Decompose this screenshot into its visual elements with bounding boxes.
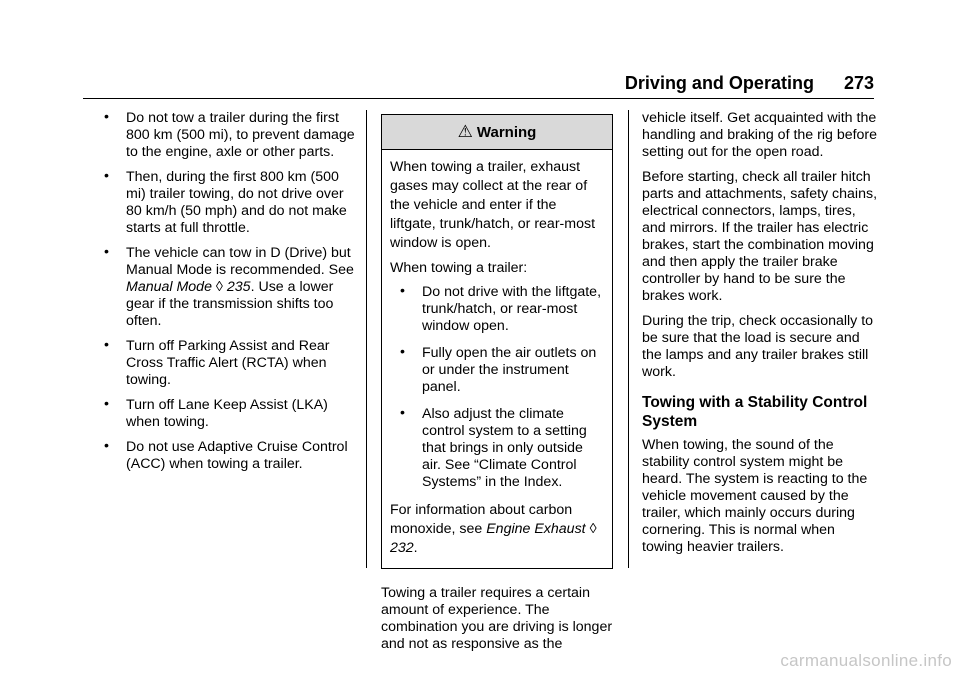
- list-item-text: Do not tow a trailer during the first 800 km (500 mi), to prevent damage to the engine, axle or other parts.: [126, 110, 355, 160]
- list-item-text: . Use a lower gear if the transmission shifts too often.: [126, 279, 334, 329]
- paragraph: Towing a trailer requires a certain amount of experience. The combination you are driving is longer and not as responsive as the: [381, 585, 613, 652]
- bullet-marker: •: [104, 438, 109, 454]
- column-3: [642, 110, 878, 564]
- paragraph: When towing, the sound of the stability control system might be heard. The system is reacting to the vehicle movement caused by the trailer, which mainly occurs during cornering. This is normal when towing heavier trailers.: [642, 437, 868, 555]
- list-item: [104, 439, 356, 473]
- column-divider-2: [628, 110, 629, 568]
- warning-info-text: For information about carbon monoxide, see: [390, 502, 573, 537]
- bullet-marker: •: [104, 244, 109, 260]
- warning-box: [381, 114, 613, 569]
- bullet-marker: •: [400, 344, 405, 360]
- watermark: carmanualsonline.info: [780, 651, 952, 670]
- warning-list-item: [400, 345, 604, 396]
- paragraph: vehicle itself. Get acquainted with the handling and braking of the rig before setting out for the open road.: [642, 110, 878, 160]
- warning-list-item: [400, 284, 604, 335]
- header-rule: [83, 98, 874, 99]
- warning-title: Warning: [476, 124, 537, 141]
- list-item: [104, 338, 356, 389]
- warning-header: [382, 115, 612, 150]
- manual-mode-link[interactable]: Manual Mode: [126, 279, 212, 295]
- bullet-marker: •: [400, 283, 405, 299]
- page-header: [0, 70, 874, 96]
- engine-exhaust-link[interactable]: Engine Exhaust: [486, 521, 586, 537]
- list-item-text: Do not drive with the liftgate, trunk/hatch, or rear-most window open.: [422, 284, 602, 334]
- list-item-text: Do not use Adaptive Cruise Control (ACC) when towing a trailer.: [126, 439, 348, 472]
- bullet-marker: •: [104, 396, 109, 412]
- page-number: 273: [843, 73, 874, 93]
- warning-icon: ⚠: [457, 122, 473, 141]
- bullet-marker: •: [104, 109, 109, 125]
- column-divider-1: [366, 110, 367, 568]
- list-item: [104, 110, 356, 161]
- page-ref-number[interactable]: 235: [226, 279, 251, 295]
- list-item: [104, 169, 356, 237]
- warning-body: [382, 150, 612, 568]
- list-item-text: Also adjust the climate control system to a setting that brings in only outside air. See “Climate Control Systems” in the Index.: [422, 406, 587, 490]
- list-item: [104, 245, 356, 330]
- column-1: [104, 110, 356, 481]
- paragraph: Before starting, check all trailer hitch parts and attachments, safety chains, electrical connectors, lamps, tires, and mirrors. If the trailer has electric brakes, start the combination moving and then apply the trailer brake controller by hand to be sure the brakes work.: [642, 169, 878, 304]
- bullet-marker: •: [104, 337, 109, 353]
- warning-info: [390, 501, 604, 558]
- list-item-text: Then, during the first 800 km (500 mi) trailer towing, do not drive over 80 km/h (50 mph) and do not make starts at full throttle.: [126, 169, 347, 236]
- warning-intro: When towing a trailer, exhaust gases may collect at the rear of the vehicle and enter if the liftgate, trunk/hatch, or rear-most window is open.: [390, 159, 596, 251]
- section-title: Driving and Operating: [624, 73, 814, 93]
- section-heading: Towing with a Stability Control System: [642, 394, 868, 430]
- bullet-marker: •: [104, 168, 109, 184]
- bullet-marker: •: [400, 405, 405, 421]
- page-ref-arrow-icon: ◊: [215, 279, 223, 295]
- column-2: [381, 110, 613, 661]
- paragraph: During the trip, check occasionally to be sure that the load is secure and the lamps and any trailer brakes still work.: [642, 313, 874, 380]
- warning-info-text: .: [413, 540, 418, 556]
- list-item-text: Turn off Parking Assist and Rear Cross Traffic Alert (RCTA) when towing.: [126, 338, 330, 388]
- page-ref-number[interactable]: 232: [390, 540, 414, 556]
- warning-lead: When towing a trailer:: [390, 260, 528, 276]
- list-item-text: The vehicle can tow in D (Drive) but Manual Mode is recommended. See: [126, 245, 354, 278]
- page-ref-arrow-icon: ◊: [589, 521, 597, 537]
- warning-list-item: [400, 406, 604, 491]
- list-item-text: Turn off Lane Keep Assist (LKA) when towing.: [126, 397, 328, 430]
- list-item: [104, 397, 356, 431]
- list-item-text: Fully open the air outlets on or under the instrument panel.: [422, 345, 597, 395]
